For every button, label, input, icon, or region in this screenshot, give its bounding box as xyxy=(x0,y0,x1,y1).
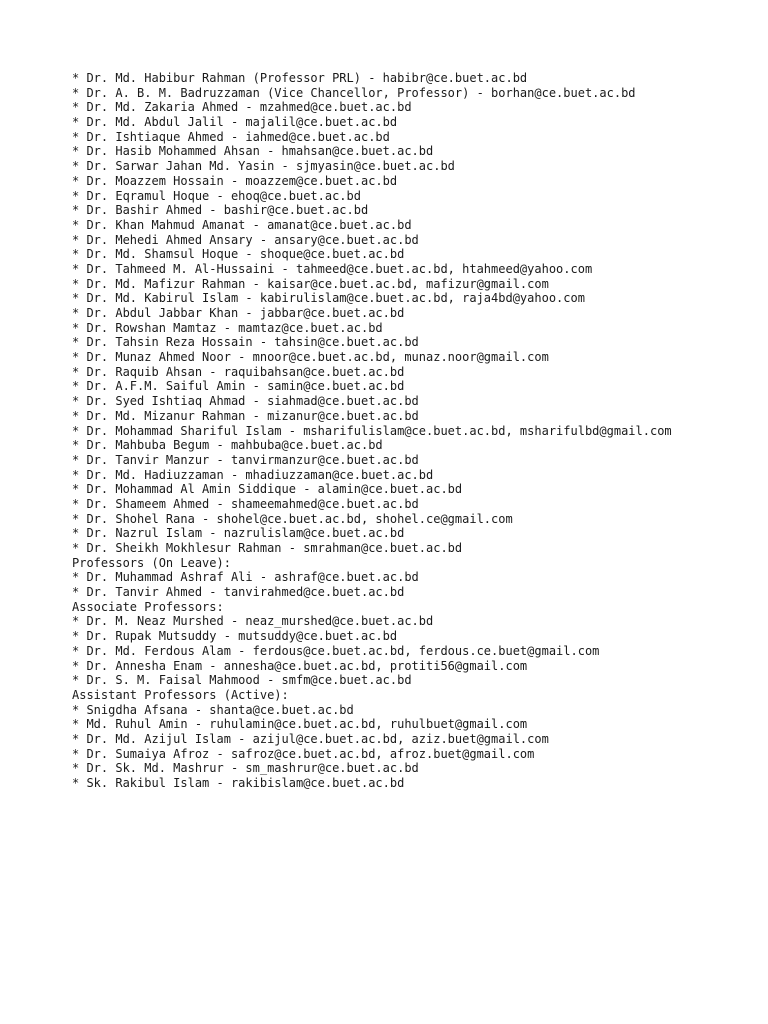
faculty-entry: * Dr. Syed Ishtiaq Ahmad - siahmad@ce.buet.ac.bd xyxy=(72,394,419,409)
faculty-entry: * Dr. Tahmeed M. Al-Hussaini - tahmeed@ce.buet.ac.bd, htahmeed@yahoo.com xyxy=(72,261,593,276)
faculty-entry: * Md. Ruhul Amin - ruhulamin@ce.buet.ac.bd, ruhulbuet@gmail.com xyxy=(72,717,528,732)
faculty-entry: * Dr. A. B. M. Badruzzaman (Vice Chancellor, Professor) - borhan@ce.buet.ac.bd xyxy=(72,85,636,100)
faculty-entry: * Dr. Rupak Mutsuddy - mutsuddy@ce.buet.ac.bd xyxy=(72,629,398,644)
section-heading: Assistant Professors (Active): xyxy=(72,687,289,702)
faculty-entry: * Dr. Sarwar Jahan Md. Yasin - sjmyasin@ce.buet.ac.bd xyxy=(72,159,455,174)
faculty-entry: * Dr. Hasib Mohammed Ahsan - hmahsan@ce.buet.ac.bd xyxy=(72,144,434,159)
faculty-entry: * Dr. Md. Kabirul Islam - kabirulislam@ce.buet.ac.bd, raja4bd@yahoo.com xyxy=(72,291,585,306)
faculty-entry: * Dr. Mehedi Ahmed Ansary - ansary@ce.buet.ac.bd xyxy=(72,232,419,247)
faculty-entry: * Dr. Md. Azijul Islam - azijul@ce.buet.ac.bd, aziz.buet@gmail.com xyxy=(72,731,549,746)
faculty-entry: * Dr. Moazzem Hossain - moazzem@ce.buet.ac.bd xyxy=(72,173,398,188)
faculty-entry: * Dr. Nazrul Islam - nazrulislam@ce.buet.ac.bd xyxy=(72,526,405,541)
faculty-entry: * Dr. Raquib Ahsan - raquibahsan@ce.buet.ac.bd xyxy=(72,364,405,379)
faculty-entry: * Dr. Md. Hadiuzzaman - mhadiuzzaman@ce.buet.ac.bd xyxy=(72,467,434,482)
faculty-entry: * Dr. Annesha Enam - annesha@ce.buet.ac.bd, protiti56@gmail.com xyxy=(72,658,528,673)
faculty-entry: * Dr. M. Neaz Murshed - neaz_murshed@ce.buet.ac.bd xyxy=(72,614,434,629)
faculty-entry: * Dr. S. M. Faisal Mahmood - smfm@ce.buet.ac.bd xyxy=(72,673,412,688)
faculty-entry: * Dr. Eqramul Hoque - ehoq@ce.buet.ac.bd xyxy=(72,188,361,203)
faculty-entry: * Dr. Md. Ferdous Alam - ferdous@ce.buet.ac.bd, ferdous.ce.buet@gmail.com xyxy=(72,643,600,658)
faculty-entry: * Dr. Tanvir Ahmed - tanvirahmed@ce.buet.ac.bd xyxy=(72,585,405,600)
faculty-entry: * Dr. Md. Abdul Jalil - majalil@ce.buet.ac.bd xyxy=(72,115,398,130)
faculty-entry: * Snigdha Afsana - shanta@ce.buet.ac.bd xyxy=(72,702,354,717)
faculty-entry: * Dr. Mahbuba Begum - mahbuba@ce.buet.ac.bd xyxy=(72,438,383,453)
faculty-entry: * Dr. Md. Habibur Rahman (Professor PRL) - habibr@ce.buet.ac.bd xyxy=(72,71,528,85)
faculty-entry: * Dr. Khan Mahmud Amanat - amanat@ce.buet.ac.bd xyxy=(72,217,412,232)
faculty-entry: * Dr. Sumaiya Afroz - safroz@ce.buet.ac.bd, afroz.buet@gmail.com xyxy=(72,746,535,761)
faculty-entry: * Dr. Abdul Jabbar Khan - jabbar@ce.buet.ac.bd xyxy=(72,306,405,320)
section-heading: Professors (On Leave): xyxy=(72,555,231,570)
faculty-entry: * Dr. Sk. Md. Mashrur - sm_mashrur@ce.buet.ac.bd xyxy=(72,761,419,776)
faculty-entry: * Dr. Tahsin Reza Hossain - tahsin@ce.buet.ac.bd xyxy=(72,335,419,350)
document-page xyxy=(72,71,762,791)
faculty-entry: * Dr. Muhammad Ashraf Ali - ashraf@ce.buet.ac.bd xyxy=(72,570,419,585)
faculty-entry: * Dr. Mohammad Shariful Islam - msharifulislam@ce.buet.ac.bd, msharifulbd@gmail.com xyxy=(72,423,672,438)
faculty-entry: * Dr. Md. Zakaria Ahmed - mzahmed@ce.buet.ac.bd xyxy=(72,100,412,115)
faculty-entry: * Dr. Ishtiaque Ahmed - iahmed@ce.buet.ac.bd xyxy=(72,129,390,144)
faculty-entry: * Dr. Munaz Ahmed Noor - mnoor@ce.buet.ac.bd, munaz.noor@gmail.com xyxy=(72,350,549,365)
faculty-entry: * Dr. Mohammad Al Amin Siddique - alamin@ce.buet.ac.bd xyxy=(72,482,463,497)
faculty-entry: * Dr. Md. Mizanur Rahman - mizanur@ce.buet.ac.bd xyxy=(72,408,419,423)
faculty-entry: * Sk. Rakibul Islam - rakibislam@ce.buet.ac.bd xyxy=(72,776,405,790)
faculty-entry: * Dr. Shohel Rana - shohel@ce.buet.ac.bd, shohel.ce@gmail.com xyxy=(72,511,513,526)
faculty-entry: * Dr. Rowshan Mamtaz - mamtaz@ce.buet.ac.bd xyxy=(72,320,383,335)
faculty-entry: * Dr. Shameem Ahmed - shameemahmed@ce.buet.ac.bd xyxy=(72,496,419,511)
section-heading: Associate Professors: xyxy=(72,599,224,614)
faculty-entry: * Dr. Bashir Ahmed - bashir@ce.buet.ac.bd xyxy=(72,203,369,218)
faculty-entry: * Dr. A.F.M. Saiful Amin - samin@ce.buet.ac.bd xyxy=(72,379,405,394)
faculty-entry: * Dr. Sheikh Mokhlesur Rahman - smrahman@ce.buet.ac.bd xyxy=(72,541,463,555)
faculty-entry: * Dr. Md. Mafizur Rahman - kaisar@ce.buet.ac.bd, mafizur@gmail.com xyxy=(72,276,549,291)
faculty-entry: * Dr. Md. Shamsul Hoque - shoque@ce.buet.ac.bd xyxy=(72,247,405,262)
faculty-entry: * Dr. Tanvir Manzur - tanvirmanzur@ce.buet.ac.bd xyxy=(72,452,419,467)
